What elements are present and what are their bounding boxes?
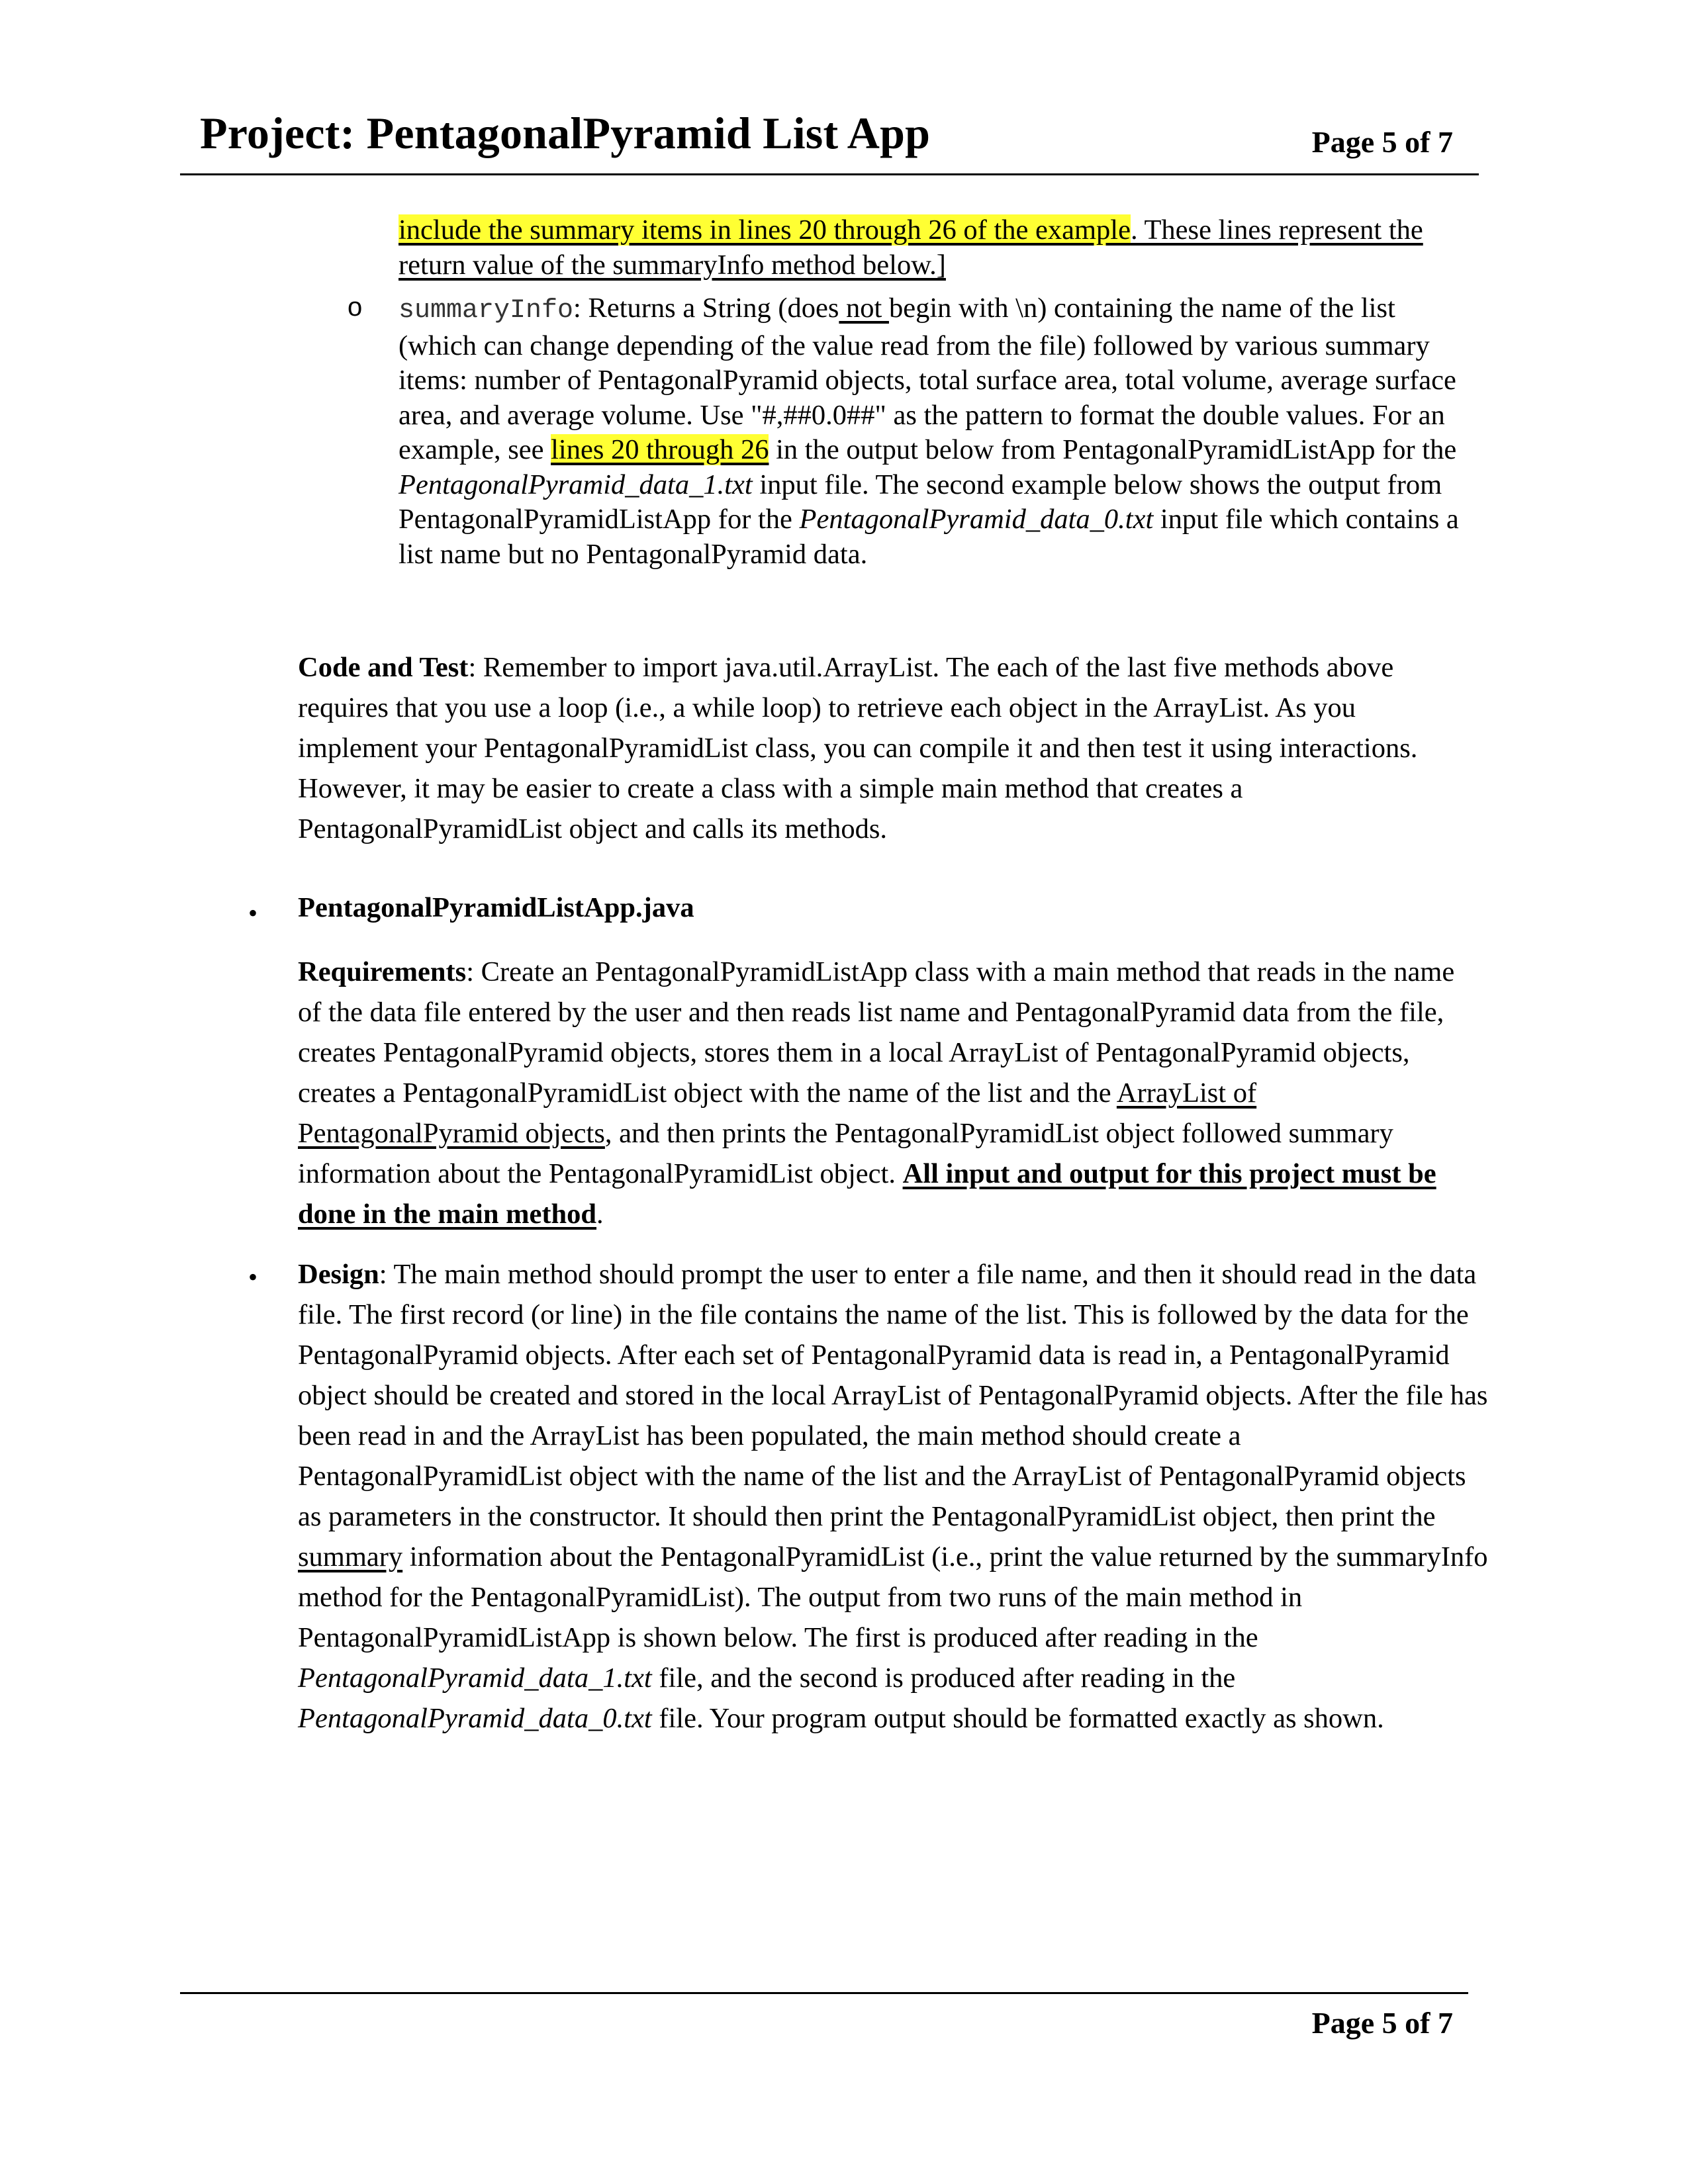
text-segment: , and then prints the PentagonalPyramidList object followed summary information about the PentagonalPyramidList object. [298,1118,1393,1189]
header-page-number: Page 5 of 7 [1311,125,1453,159]
highlighted-text: include the summary items in lines 20 through 26 of the example [399,214,1131,246]
filename: PentagonalPyramid_data_1.txt [399,469,753,500]
text-segment: information about the PentagonalPyramidList (i.e., print the value returned by the summaryInfo method for the PentagonalPyramidList). The output from two runs of the main method in PentagonalPyramidListApp is shown below. The first is produced after reading in the [298,1541,1488,1653]
page-title: Project: PentagonalPyramid List App [200,108,931,158]
underlined-text: ArrayList of PentagonalPyramid objects [298,1077,1257,1149]
text-segment: input file. The second example below shows the output from PentagonalPyramidListApp for the [399,469,1442,535]
requirements-paragraph [298,952,1483,1234]
continued-paragraph [399,213,1471,283]
sub-bullet-marker: o [348,293,363,322]
paragraph-text: . These lines represent the return value of the summaryInfo method below.] [399,214,1423,281]
emphasis-not: not [839,293,889,324]
code-and-test-paragraph [298,647,1483,849]
paragraph-text: : Remember to import java.util.ArrayList. The each of the last five methods above requires that you use a loop (i.e., a while loop) to retrieve each object in the ArrayList. As you implement your PentagonalPyramidList class, you can compile it and then test it using interactions. However, it may be easier to create a class with a simple main method that creates a PentagonalPyramidList object and calls its methods. [298,652,1418,844]
bold-underlined-requirement: All input and output for this project must be done in the main method [298,1158,1436,1230]
bullet-marker: • [248,898,258,928]
filename: PentagonalPyramid_data_0.txt [298,1703,652,1734]
text-segment: : The main method should prompt the user to enter a file name, and then it should read in the data file. The first record (or line) in the file contains the name of the list. This is followed by the data for the PentagonalPyramid objects. After each set of PentagonalPyramid data is read in, a PentagonalPyramid object should be created and stored in the local ArrayList of PentagonalPyramid objects. After the file has been read in and the ArrayList has been populated, the main method should create a PentagonalPyramidList object with the name of the list and the ArrayList of PentagonalPyramid objects as parameters in the constructor. It should then print the PentagonalPyramidList object, then print the [298,1259,1488,1532]
section-label: Code and Test [298,652,469,683]
highlighted-text: lines 20 through 26 [551,434,769,465]
text-segment: : Create an PentagonalPyramidListApp class with a main method that reads in the name of the data file entered by the user and then reads list name and PentagonalPyramid data from the file, creates PentagonalPyramid objects, stores them in a local ArrayList of PentagonalPyramid objects, creates a PentagonalPyramidList object with the name of the list and the [298,956,1455,1109]
section-label: Design [298,1259,379,1290]
summary-info-description [399,291,1471,572]
section-label: Requirements [298,956,467,987]
underlined-text: summary [298,1541,403,1572]
text-segment: . [596,1199,604,1230]
filename: PentagonalPyramid_data_1.txt [298,1662,652,1694]
filename: PentagonalPyramid_data_0.txt [799,504,1154,535]
text-segment: in the output below from PentagonalPyramidListApp for the [769,434,1457,465]
text-segment: begin with \n) containing the name of the list (which can change depending of the value read from the file) followed by various summary items: number of PentagonalPyramid objects, total surface area, total volume, average surface area, and average volume. Use "#,##0.0##" as the pattern to format the double values. For an example, see [399,293,1456,465]
method-name: summaryInfo [399,296,574,326]
bullet-marker: • [248,1262,258,1292]
text-segment: : Returns a String (does [573,293,839,324]
design-paragraph [298,1254,1489,1739]
app-class-heading: PentagonalPyramidListApp.java [298,892,694,923]
text-segment: input file which contains a list name but no PentagonalPyramid data. [399,504,1459,570]
text-segment: file. Your program output should be formatted exactly as shown. [651,1703,1384,1734]
footer-page-number: Page 5 of 7 [1311,2006,1453,2040]
text-segment: file, and the second is produced after reading in the [651,1662,1236,1694]
footer-rule [180,1992,1468,1994]
header-rule [180,173,1479,175]
